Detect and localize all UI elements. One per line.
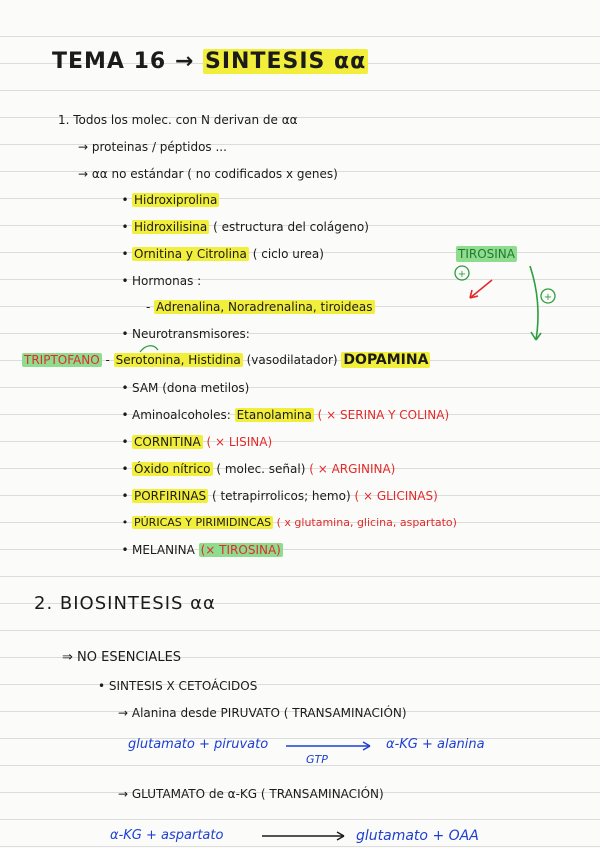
reaction1-right: α-KG + alanina [386,737,485,752]
title-arrow: → [174,49,195,74]
title-highlight: SINTESIS αα [205,49,367,74]
dopamine-tag: DOPAMINA [343,352,429,368]
list-item: • Hormonas : [121,274,202,288]
alanina-line: → Alanina desde PIRUVATO ( TRANSAMINACIÓN) [118,706,407,720]
green-arrow [530,266,538,340]
hormones-line: - Adrenalina, Noradrenalina, tiroideas [146,300,373,314]
glutamato-line: → GLUTAMATO de α-KG ( TRANSAMINACIÓN) [118,787,384,801]
section1-sub2: → αα no estándar ( no codificados x genes) [78,167,338,181]
tyrosine-tag: TIROSINA [458,247,515,261]
sintesis-line: • SINTESIS X CETOÁCIDOS [98,679,258,693]
title-prefix: TEMA 16 [52,49,167,74]
list-item: • Aminoalcoholes: Etanolamina ( × SERINA Y COLINA) [121,408,450,422]
reaction1-enzyme: GTP [306,753,328,766]
list-item: • Hidroxilisina ( estructura del colágeno) [121,220,369,234]
no-esenciales: ⇒ NO ESENCIALES [62,650,182,665]
list-item: • PÚRICAS Y PIRIMIDINCAS ( x glutamina, glicina, aspartato) [121,516,457,529]
page-title [52,48,368,76]
list-item: • CORNITINA ( × LISINA) [121,435,273,449]
plus-circle-mark: + [457,269,467,280]
plus-circle-icon [541,289,555,303]
list-item: • Hidroxiprolina [121,193,218,207]
plus-circle-mark: + [543,292,553,303]
plus-circle-icon [455,266,469,280]
reaction1-left: glutamato + piruvato [128,737,269,752]
tryptophan-tag: TRIPTOFANO [24,353,100,367]
section1-sub1: → proteinas / péptidos ... [78,140,227,154]
reaction2-right: glutamato + OAA [356,828,479,844]
list-item: • Óxido nítrico ( molec. señal) ( × ARGININA) [121,462,396,476]
red-arrow [470,280,492,298]
list-item: • PORFIRINAS ( tetrapirrolicos; hemo) ( × GLICINAS) [121,489,438,503]
list-item: • Ornitina y Citrolina ( ciclo urea) [121,247,324,261]
neuro-label: • Neurotransmisores: [121,327,250,341]
section2-heading: 2. BIOSINTESIS αα [34,593,216,614]
list-item: • MELANINA (× TIROSINA) [121,543,281,557]
neuro-line: TRIPTOFANO - Serotonina, Histidina (vasodilatador) DOPAMINA [24,352,429,368]
reaction2-left: α-KG + aspartato [110,828,224,843]
list-item: • SAM (dona metilos) [121,381,250,395]
section1-intro: 1. Todos los molec. con N derivan de αα [58,113,298,127]
